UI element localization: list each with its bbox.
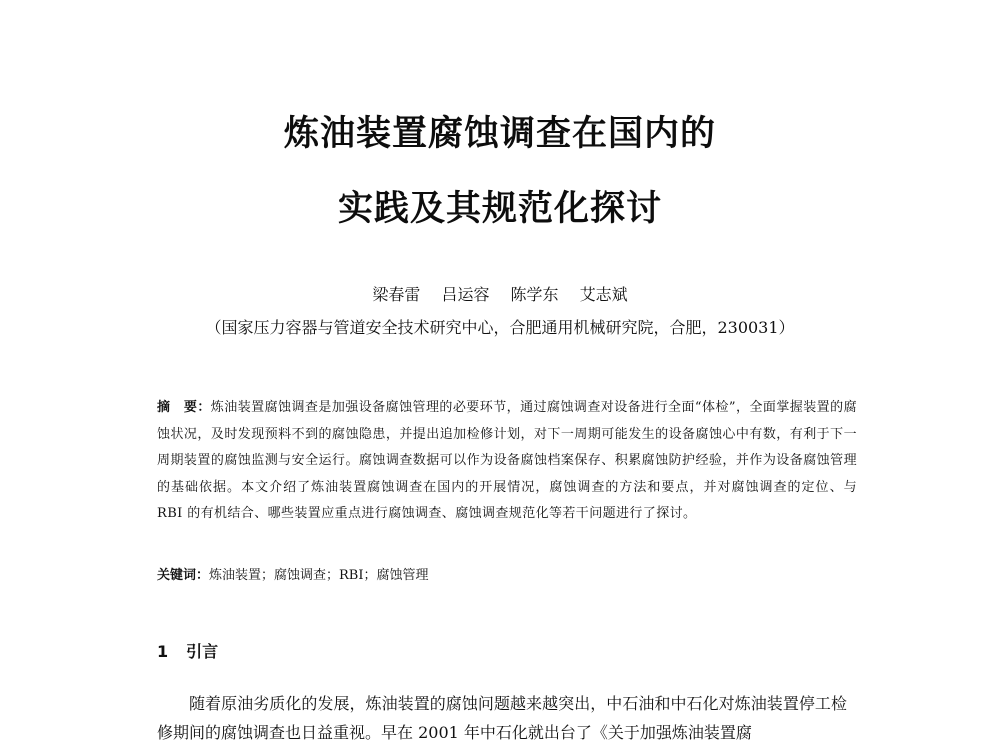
section-body-text: 随着原油劣质化的发展，炼油装置的腐蚀问题越来越突出，中石油和中石化对炼油装置停工检修期间的腐蚀调查也日益重视。早在 2001 年中石化就出台了《关于加强炼油装置腐 [157,694,847,742]
author-name: 吕运容 [441,285,490,304]
author-name: 梁春雷 [372,285,421,304]
paper-title-line-2: 实践及其规范化探讨 [337,189,662,229]
keywords [157,564,857,588]
section-heading [157,641,218,663]
section-number: 1 [157,642,169,661]
author-name: 艾志斌 [579,285,628,304]
abstract-label: 摘 要： [157,400,211,415]
author-affiliation: （国家压力容器与管道安全技术研究中心，合肥通用机械研究院，合肥，230031） [205,318,795,337]
section-title: 引言 [186,642,219,661]
abstract-text: 炼油装置腐蚀调查是加强设备腐蚀管理的必要环节，通过腐蚀调查对设备进行全面“体检”，全面掌握装置的腐蚀状况，及时发现预料不到的腐蚀隐患，并提出追加检修计划，对下一周期可能发生的设备腐蚀心中有数，有利于下一周期装置的腐蚀监测与安全运行。腐蚀调查数据可以作为设备腐蚀档案保存、积累腐蚀防护经验，并作为设备腐蚀管理的基础依据。本文介绍了炼油装置腐蚀调查在国内的开展情况，腐蚀调查的方法和要点，并对腐蚀调查的定位、与 RBI 的有机结合、哪些装置应重点进行腐蚀调查、腐蚀调查规范化等若干问题进行了探讨。 [157,400,857,521]
abstract [157,395,857,528]
keywords-text: 炼油装置；腐蚀调查；RBI；腐蚀管理 [209,568,429,583]
keywords-label: 关键词： [157,568,210,583]
author-name: 陈学东 [510,285,559,304]
paper-title-line-1: 炼油装置腐蚀调查在国内的 [283,114,716,154]
author-list [0,284,1000,306]
